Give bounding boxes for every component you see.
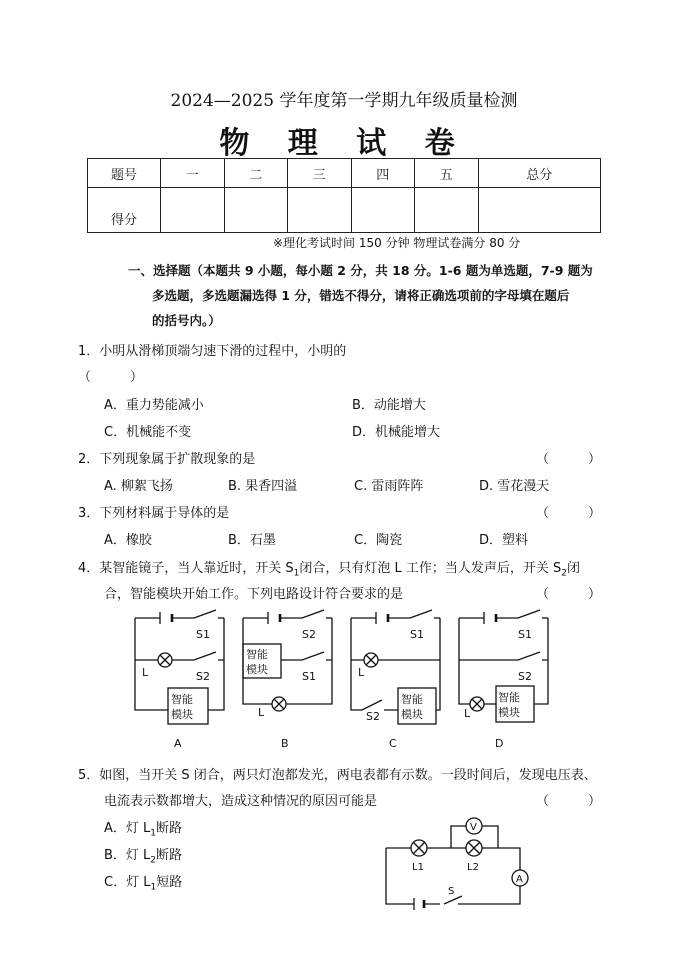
q5-a-pre: A．灯 L: [104, 821, 151, 836]
score-cell: 五: [415, 159, 479, 188]
q4-line1-post: 闭: [567, 561, 581, 576]
q2-text: 2．下列现象属于扩散现象的是: [78, 452, 256, 467]
q5-option-b: [104, 844, 182, 866]
q4-line1: [78, 557, 580, 579]
score-table-header-row: [88, 159, 601, 188]
q5-answer-paren[interactable]: （ ）: [536, 794, 602, 809]
q5-circuit-diagram: [378, 814, 532, 914]
q2-option-d: D. 雪花漫天: [479, 479, 550, 494]
q5-line1: 5．如图，当开关 S 闭合，两只灯泡都发光，两电表都有示数。一段时间后，发现电压表、: [78, 768, 597, 783]
q2-option-a: A. 柳絮飞扬: [104, 479, 173, 494]
q2-option-c: C. 雷雨阵阵: [354, 479, 424, 494]
q3-option-b: B．石墨: [228, 533, 276, 548]
q1-option-b: B．动能增大: [352, 398, 426, 413]
q4-caption-b: B: [281, 737, 289, 750]
score-table: [87, 158, 601, 233]
q3-option-d: D．塑料: [479, 533, 529, 548]
q4-a-l-label: L: [142, 666, 149, 679]
score-row-label: 得分: [88, 188, 161, 233]
q5-c-post: 短路: [156, 875, 183, 890]
score-input-cell[interactable]: [288, 188, 352, 233]
q2-answer-paren[interactable]: （ ）: [536, 452, 602, 467]
q4-d-l-label: L: [464, 707, 471, 720]
q4-a-s1-label: S1: [196, 628, 210, 641]
q4-circuit-a: [135, 610, 224, 724]
q5-b-pre: B．灯 L: [104, 848, 151, 863]
q3-answer-paren[interactable]: （ ）: [536, 506, 602, 521]
q1-text: 1．小明从滑梯顶端匀速下滑的过程中，小明的: [78, 344, 347, 359]
section1-line3: 的括号内。）: [152, 313, 221, 328]
q1-answer-paren[interactable]: （ ）: [78, 370, 144, 385]
q1-option-c: C．机械能不变: [104, 425, 192, 440]
q2-option-b: B. 果香四溢: [228, 479, 298, 494]
score-input-cell[interactable]: [161, 188, 225, 233]
score-input-cell[interactable]: [351, 188, 415, 233]
score-cell: 总分: [478, 159, 601, 188]
q5-option-c: [104, 871, 182, 893]
score-input-cell[interactable]: [224, 188, 288, 233]
q4-line2: 合，智能模块开始工作。下列电路设计符合要求的是: [104, 587, 404, 602]
section1-instructions: [128, 258, 612, 333]
q4-circuit-diagrams: [120, 604, 560, 756]
q4-answer-paren[interactable]: （ ）: [536, 587, 602, 602]
q3-option-a: A．橡胶: [104, 533, 152, 548]
q4-b-module-top: 智能: [246, 648, 268, 661]
q3-option-c: C．陶瓷: [354, 533, 403, 548]
q4-line1-mid: 闭合，只有灯泡 L 工作；当人发声后，开关 S: [299, 561, 562, 576]
section1-line2: 多选题，多选题漏选得 1 分，错选不得分，请将正确选项前的字母填在题后: [152, 288, 570, 303]
score-cell: 四: [351, 159, 415, 188]
q4-caption-d: D: [495, 737, 504, 750]
q4-a-s2-label: S2: [196, 670, 210, 683]
q5-option-a: [104, 817, 182, 839]
q4-d-s1-label: S1: [518, 628, 532, 641]
q5-l2-label: L2: [467, 862, 479, 873]
q4-a-module-top: 智能: [171, 693, 193, 706]
q4-d-module-bottom: 模块: [498, 706, 520, 719]
section1-line1: 一、选择题（本题共 9 小题，每小题 2 分，共 18 分。1-6 题为单选题，7-9 题为: [128, 263, 593, 278]
q4-sub1: 1: [293, 568, 300, 579]
q5-b-post: 断路: [156, 848, 183, 863]
q4-circuit-c: [351, 610, 440, 724]
q4-c-s2-label: S2: [366, 710, 380, 723]
q5-a-post: 断路: [156, 821, 183, 836]
q4-line1-pre: 4．某智能镜子，当人靠近时，开关 S: [78, 561, 294, 576]
q4-c-module-bottom: 模块: [401, 708, 423, 721]
score-table-score-row: [88, 188, 601, 233]
q4-c-l-label: L: [358, 666, 365, 679]
q5-voltmeter-label: V: [470, 822, 477, 833]
subject-title: 物 理 试 卷: [219, 126, 469, 161]
score-input-cell[interactable]: [478, 188, 601, 233]
exam-note: ※理化考试时间 150 分钟 物理试卷满分 80 分: [273, 236, 521, 250]
exam-title: 2024—2025 学年度第一学期九年级质量检测: [170, 91, 518, 111]
score-cell: 一: [161, 159, 225, 188]
score-cell: 题号: [88, 159, 161, 188]
score-cell: 二: [224, 159, 288, 188]
score-cell: 三: [288, 159, 352, 188]
q4-d-s2-label: S2: [518, 670, 532, 683]
q5-ammeter-label: A: [516, 874, 523, 885]
q4-d-module-top: 智能: [498, 691, 520, 704]
q5-c-pre: C．灯 L: [104, 875, 151, 890]
q5-line2: 电流表示数都增大，造成这种情况的原因可能是: [104, 794, 378, 809]
q1-option-d: D．机械能增大: [352, 425, 441, 440]
q4-b-s2-label: S2: [302, 628, 316, 641]
q4-caption-c: C: [389, 737, 397, 750]
q4-c-s1-label: S1: [410, 628, 424, 641]
q5-a-sub: 1: [150, 828, 157, 839]
q5-c-sub: 1: [150, 882, 157, 893]
score-input-cell[interactable]: [415, 188, 479, 233]
q4-b-s1-label: S1: [302, 670, 316, 683]
q5-l1-label: L1: [412, 862, 424, 873]
q4-b-module-bottom: 模块: [246, 663, 268, 676]
q4-c-module-top: 智能: [401, 693, 423, 706]
q4-a-module-bottom: 模块: [171, 708, 193, 721]
q3-text: 3．下列材料属于导体的是: [78, 506, 230, 521]
q5-b-sub: 2: [150, 855, 157, 866]
q4-sub2: 2: [561, 568, 568, 579]
q4-caption-a: A: [174, 737, 182, 750]
q5-switch-label: S: [448, 886, 455, 897]
q4-b-l-label: L: [258, 706, 265, 719]
q1-option-a: A．重力势能减小: [104, 398, 204, 413]
